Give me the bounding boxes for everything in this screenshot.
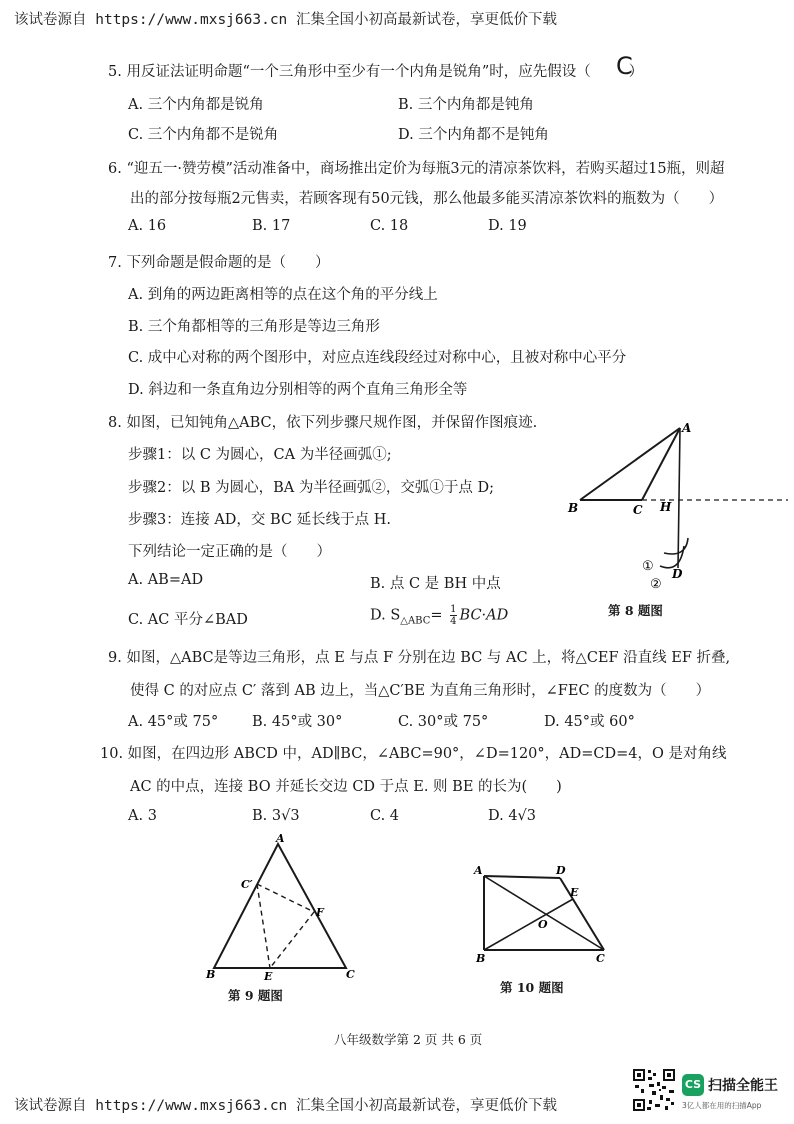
fig8-label-a: A <box>682 421 692 435</box>
scanner-app-tagline: 3亿人都在用的扫描App <box>682 1101 762 1110</box>
q5-stem: 5. 用反证法证明命题“一个三角形中至少有一个内角是锐角”时，应先假设（ ） <box>108 64 644 80</box>
q5-option-d: D. 三个内角都不是钝角 <box>398 127 549 143</box>
q6-option-c: C. 18 <box>370 218 409 234</box>
q6-line1: 6. “迎五一·赞劳模”活动准备中，商场推出定价为每瓶3元的清凉茶饮料，若购买超过15瓶，则超 <box>108 161 725 177</box>
q10-option-c: C. 4 <box>370 808 400 824</box>
q5-option-c: C. 三个内角都不是锐角 <box>128 127 279 143</box>
q10-option-a: A. 3 <box>128 808 157 824</box>
q7-option-c: C. 成中心对称的两个图形中，对应点连线段经过对称中心，且被对称中心平分 <box>128 350 627 366</box>
q8-option-d: D. $S_{\triangle ABC}=$ $\frac{1}{4}$ BC·AD <box>370 604 509 627</box>
q7-option-b: B. 三个角都相等的三角形是等边三角形 <box>128 319 380 335</box>
q9-option-d: D. 45°或 60° <box>544 714 635 730</box>
fig8-arc1-label: ① <box>642 559 654 574</box>
fig8-label-b: B <box>568 501 579 515</box>
fig10-label-d: D <box>556 864 566 877</box>
q5-option-b: B. 三个内角都是钝角 <box>398 97 534 113</box>
q6-option-a: A. 16 <box>128 218 167 234</box>
q6-option-d: D. 19 <box>488 218 527 234</box>
page-footer: 八年级数学第 2 页 共 6 页 <box>334 1032 483 1047</box>
source-banner-top: 该试卷源自 https://www.mxsj663.cn 汇集全国小初高最新试卷，享更低价下载 <box>14 12 558 28</box>
q5-handwritten-answer: C <box>616 52 633 80</box>
fig9-label-c: C <box>346 968 355 981</box>
fig9-label-b: B <box>206 968 216 981</box>
q8-ask: 下列结论一定正确的是（ ） <box>128 544 331 560</box>
q8-option-a: A. AB=AD <box>128 572 204 588</box>
figure-q8 <box>560 418 790 598</box>
figure-q9 <box>200 832 360 982</box>
q8-step1: 步骤1：以 C 为圆心，CA 为半径画弧①; <box>128 447 392 463</box>
q5-option-a: A. 三个内角都是锐角 <box>128 97 264 113</box>
fig10-caption: 第 10 题图 <box>500 980 564 995</box>
q8-option-b: B. 点 C 是 BH 中点 <box>370 576 501 592</box>
fig9-caption: 第 9 题图 <box>228 988 283 1003</box>
fig9-label-e: E <box>264 970 273 982</box>
q9-option-b: B. 45°或 30° <box>252 714 343 730</box>
q6-line2: 出的部分按每瓶2元售卖，若顾客现有50元钱，那么他最多能买清凉茶饮料的瓶数为（ ） <box>130 191 724 207</box>
qr-code-icon <box>632 1068 676 1112</box>
q7-option-d: D. 斜边和一条直角边分别相等的两个直角三角形全等 <box>128 382 468 398</box>
q7-option-a: A. 到角的两边距离相等的点在这个角的平分线上 <box>128 287 438 303</box>
fig8-arc2-label: ② <box>650 577 662 592</box>
fig8-label-d: D <box>672 567 683 581</box>
q9-option-c: C. 30°或 75° <box>398 714 489 730</box>
q8-step3: 步骤3：连接 AD，交 BC 延长线于点 H. <box>128 512 392 528</box>
fig10-label-o: O <box>538 918 548 931</box>
scanner-app-name: 扫描全能王 <box>708 1078 778 1094</box>
q7-stem: 7. 下列命题是假命题的是（ ） <box>108 255 330 271</box>
figure-q10 <box>470 858 620 968</box>
q8-step2: 步骤2：以 B 为圆心，BA 为半径画弧②，交弧①于点 D; <box>128 480 494 496</box>
fig9-label-cprime: C′ <box>241 878 253 891</box>
q10-line1: 10. 如图，在四边形 ABCD 中，AD∥BC，∠ABC=90°，∠D=120°，AD=CD=4，O 是对角线 <box>100 746 727 762</box>
q10-option-d: D. 4√3 <box>488 808 537 824</box>
q10-line2: AC 的中点，连接 BO 并延长交边 CD 于点 E. 则 BE 的长为( ) <box>130 779 562 795</box>
fig9-label-f: F <box>316 906 324 919</box>
fig10-label-c: C <box>596 952 605 965</box>
fig10-label-a: A <box>474 864 483 877</box>
q9-option-a: A. 45°或 75° <box>128 714 219 730</box>
q10-option-b: B. 3√3 <box>252 808 300 824</box>
fig8-label-h: H <box>660 500 672 514</box>
fig10-label-b: B <box>476 952 486 965</box>
q6-option-b: B. 17 <box>252 218 291 234</box>
fig8-caption: 第 8 题图 <box>608 603 663 618</box>
fig10-label-e: E <box>570 886 579 899</box>
fig8-label-c: C <box>633 503 643 517</box>
camscanner-logo-icon: CS <box>682 1074 704 1096</box>
source-banner-bottom: 该试卷源自 https://www.mxsj663.cn 汇集全国小初高最新试卷，享更低价下载 <box>14 1098 558 1114</box>
q9-line1: 9. 如图，△ABC是等边三角形，点 E 与点 F 分别在边 BC 与 AC 上，将△CEF 沿直线 EF 折叠, <box>108 650 731 666</box>
fig9-label-a: A <box>276 832 285 845</box>
q8-option-c: C. AC 平分∠BAD <box>128 612 248 628</box>
q9-line2: 使得 C 的对应点 C′ 落到 AB 边上，当△C′BE 为直角三角形时，∠FEC 的度数为（ ） <box>130 683 711 699</box>
q8-stem: 8. 如图，已知钝角△ABC，依下列步骤尺规作图，并保留作图痕迹. <box>108 415 538 431</box>
